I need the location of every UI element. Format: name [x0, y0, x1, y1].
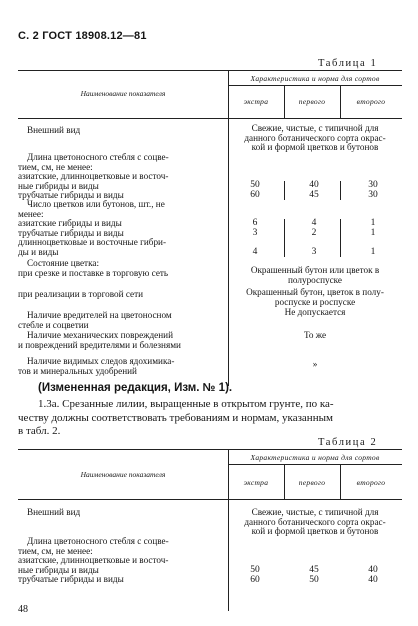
table2-sort-second: второго [356, 478, 386, 487]
t1-numcol-mark [284, 181, 285, 200]
t1-count-second: 1 1 1 [370, 218, 376, 257]
t1-count-extra: 6 3 4 [252, 218, 258, 257]
table2-caption: Таблица 2 [318, 437, 378, 448]
t1-row-chemicals-label: Наличие видимых следов ядохимика- тов и минеральных удобрений [18, 356, 175, 376]
table1-sort-second: второго [356, 97, 386, 106]
t1-row-pests-value: Не допускается [284, 307, 346, 317]
t1-stem-extra: 50 60 [250, 180, 260, 200]
page-header: С. 2 ГОСТ 18908.12—81 [18, 30, 147, 42]
t1-row-pests-label: Наличие вредителей на цветоносном стебле и соцветии [18, 310, 172, 330]
table1-group-rule [228, 85, 402, 86]
amendment-note: (Измененная редакция, Изм. № 1). [38, 382, 233, 394]
table1-sort-first: первого [298, 97, 326, 106]
table2-sort-extra: экстра [243, 478, 269, 487]
t1-stem-first: 40 45 [309, 180, 319, 200]
t1-numcol-mark [340, 219, 341, 257]
paragraph-1-3a: 1.3а. Срезанные лилии, выращенные в открытом грунте, по ка- честву должны соответствовать требованиям и нормам, указанным в табл. 2. [18, 398, 334, 437]
t1-row-appearance-value: Свежие, чистые, с типичной для данного ботанического сорта окрас- кой и формой цветков и бутонов [244, 123, 386, 153]
t2-row-appearance-label: Внешний вид [27, 507, 81, 517]
t2-stem-second: 40 40 [368, 565, 378, 585]
t1-row-damage-value: То же [303, 330, 327, 340]
t2-row-appearance-value: Свежие, чистые, с типичной для данного ботанического сорта окрас- кой и формой цветков и бутонов [244, 507, 386, 537]
t1-numcol-mark [340, 181, 341, 200]
t2-row-stem-length-label: Длина цветоносного стебля с соцве- тием, см, не менее: азиатские, длинноцветковые и восточ- ные гибриды и виды трубчатые гибриды и виды [18, 536, 169, 585]
table1-header-rule [18, 118, 402, 119]
table2-group-rule [228, 464, 402, 465]
t1-row-flower-state-label: Состояние цветка: при срезке и поставке в торговую сеть [18, 258, 169, 278]
table1-body-divider [228, 118, 229, 386]
t1-row-flower-count-label: Число цветков или бутонов, шт., не менее: азиатские гибриды и виды трубчатые гибриды и виды длинноцветковые и восточные гибри- ды и виды [18, 199, 167, 257]
t2-stem-extra: 50 60 [250, 565, 260, 585]
table1-caption: Таблица 1 [318, 58, 378, 69]
table1-sort-extra: экстра [243, 97, 269, 106]
t1-count-first: 4 2 3 [311, 218, 317, 257]
t1-row-sale-value: Окрашенный бутон, цветок в полу- роспуске и роспуске [246, 287, 384, 307]
t1-row-stem-length-label: Длина цветоносного стебля с соцве- тием, см, не менее: азиатские, длинноцветковые и восточ- ные гибриды и виды трубчатые гибриды и виды [18, 152, 169, 201]
t1-row-flower-state-value: Окрашенный бутон или цветок в полуроспуске [250, 265, 380, 285]
t1-row-damage-label: Наличие механических повреждений и повреждений вредителями и болезнями [18, 330, 181, 350]
table1-top-rule [18, 70, 402, 71]
page-number: 48 [18, 604, 28, 615]
table2-col-name-header: Наименование показателя [80, 470, 166, 479]
t2-stem-first: 45 50 [309, 565, 319, 585]
t1-row-sale-label: при реализации в торговой сети [18, 289, 144, 299]
table2-header-rule [18, 499, 402, 500]
table2-group-header: Характеристика и норма для сортов [250, 453, 380, 462]
t1-numcol-mark [284, 219, 285, 257]
t1-row-appearance-label: Внешний вид [27, 125, 81, 135]
t1-row-chemicals-value: » [312, 359, 318, 369]
table1-col-name-header: Наименование показателя [80, 89, 166, 98]
table1-group-header: Характеристика и норма для сортов [250, 74, 380, 83]
t1-stem-second: 30 30 [368, 180, 378, 200]
table2-sort-first: первого [298, 478, 326, 487]
table2-top-rule [18, 449, 402, 450]
